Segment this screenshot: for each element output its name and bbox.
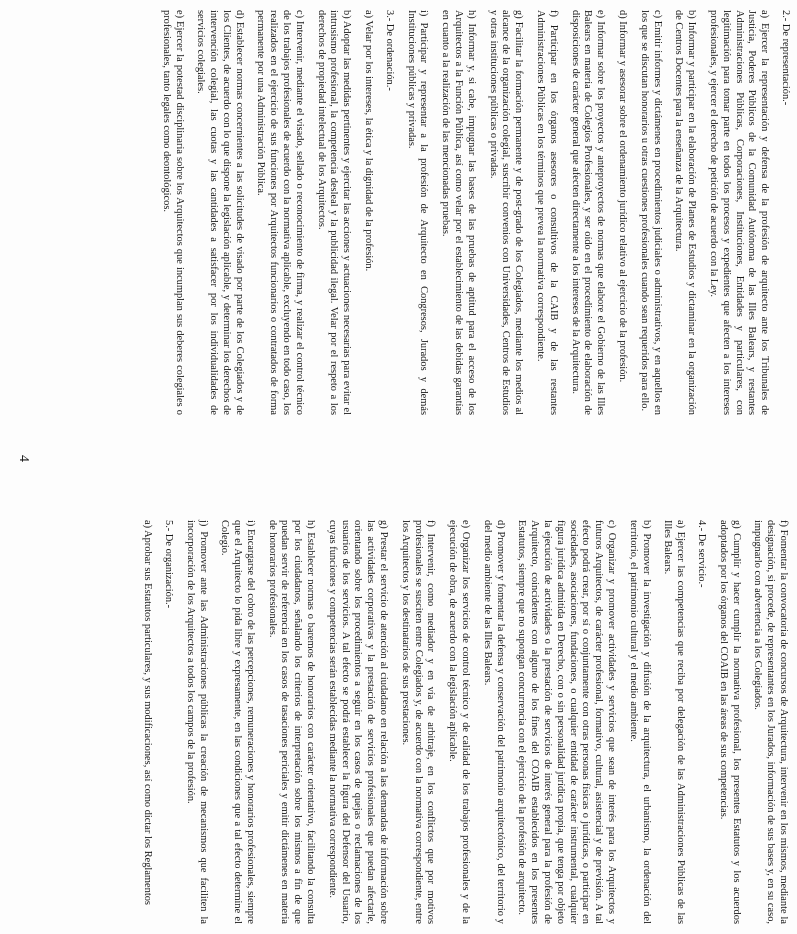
- left-column: [150, 10, 791, 415]
- section-2-item-a: a) Ejercer la representación y defensa de la profesión de arquitecto ante los Tribunales de Justicia, Poderes Públicos de la Comunidad Autónoma de las Illes Balears, y restantes Administraciones Públicas, Corporaciones, Instituciones, Entidades y particulares, con legitimación para tomar parte en todos los procesos y expedientes que afecten a los intereses profesionales, y ejercer el derecho de petición de acuerdo con la Ley.: [708, 10, 771, 415]
- section-3-item-e: e) Ejercer la potestad disciplinaria sobre los Arquitectos que incumplan sus deberes colegiales o profesionales, tanto legales como deontológicos.: [160, 10, 185, 415]
- section-2-item-i: i) Participar y representar a la profesión de Arquitecto en Congresos, Jurados y demás Instituciones públicas y privadas.: [405, 10, 430, 415]
- section-5-item-a: a) Aprobar sus Estatutos particulares, y sus modificaciones, así como dictar los Reglamentos: [142, 520, 154, 905]
- section-3-item-a: a) Velar por los intereses, la ética y la dignidad de la profesión.: [363, 10, 375, 272]
- section-4-item-i: i) Encargarse del cobro de las percepciones, remuneraciones y honorarios profesionales, siempre que el Arquitecto lo pida libre y expresamente, en las condiciones que a tal efecto determine el Colegio.: [219, 520, 256, 924]
- section-3-item-b: b) Adoptar las medidas pertinentes y ejercitar las acciones y actuaciones necesarias para evitar el intrusismo profesional, la competencia desleal y la publicidad ilegal. Velar por el respeto a los derechos de propiedad intelectual de los Arquitectos.: [315, 10, 353, 415]
- section-2-item-g: g) Facilitar la formación permanente y de post-grado de los Colegiados, mediante los medios al alcance de la organización colegial, suscribir convenios con Universidades, Centros de Estudios y otras instituciones públicas o privadas.: [487, 10, 525, 415]
- section-4-item-g: g) Prestar el servicio de atención al ciudadano en relación a las demandas de información sobre las actividades corporativas y la prestación de servicios profesionales que puedan afectarle, orientando sobre los procedimientos a seguir en los casos de quejas o reclamaciones de los usuarios de los servicios. A tal efecto se podrá establecer la figura del Defensor del Usuario, cuyas funciones y competencias serán establecidas mediante la normativa correspondiente.: [326, 520, 390, 924]
- section-4-item-b: b) Promover la investigación y difusión de la arquitectura, el urbanismo, la ordenación del territorio, el patrimonio cultural y el medio ambiente.: [627, 520, 652, 924]
- section-2-item-e: e) Informar sobre los proyectos y anteproyectos de normas que elabore el Gobierno de las Illes Balears en materia de Colegios Profesionales, y ser oído en el procedimiento de elaboración de disposiciones de carácter general que afecten directamente a los intereses de la Arquitectura.: [569, 10, 607, 415]
- section-3-item-g: g) Cumplir y hacer cumplir la normativa profesional, los presentes Estatutos y los acuerdos adoptados por los órganos del COAIB en las áreas de sus competencias.: [717, 520, 742, 924]
- section-4-item-a: a) Ejercer las competencias que reciba por delegación de las Administraciones Públicas de las Illes Balears.: [662, 520, 687, 924]
- right-column: [131, 520, 789, 924]
- section-2-item-d: d) Informar y asesorar sobre el ordenamiento jurídico relativo al ejercicio de la profesión.: [617, 10, 629, 383]
- section-3-item-d: d) Establecer normas concernientes a las solicitudes de visado por parte de los Colegiados y de los Clientes, de acuerdo con lo que dispone la legislación aplicable, y determinar los derechos de intervención colegial, las cuotas y las cantidades a satisfacer por los individualidades de servicios colegiales.: [195, 10, 245, 415]
- section-2-item-f: f) Participar en los órganos asesores o consultivos de la CAIB y de las restantes Administraciones Públicas en los términos que prevea la normativa correspondiente.: [535, 10, 559, 415]
- section-4-item-h: h) Establecer normas o baremos de honorarios con carácter orientativo, facilitando la consulta por los ciudadanos, señalando los criterios de interpretación sobre los mismos a fin de que puedan servir de referencia en los casos de tasaciones periciales y emitir dictámenes en materia de honorarios profesionales.: [266, 520, 317, 924]
- section-4-item-e: e) Organizar los servicios de control técnico y de calidad de los trabajos profesionales y de la ejecución de obra, de acuerdo con la legislación aplicable.: [447, 520, 472, 924]
- section-4-item-j: j) Promover ante las Administraciones públicas la creación de mecanismos que faciliten la incorporación de los Arquitectos a todos los campos de la profesión.: [184, 520, 209, 924]
- section-4-item-f: f) Intervenir, como mediador y en vía de arbitraje, en los conflictos que por motivos profesionales se susciten entre Colegiados y, de acuerdo con la normativa correspondiente, entre los Arquitectos y los destinatarios de sus prestaciones.: [399, 520, 437, 924]
- section-4-item-c: c) Organizar y promover actividades y servicios que sean de interés para los Arquitectos y futuros Arquitectos, de carácter profesional, formativo, cultural, asistencial y de previsión. A tal efecto podrá crear, por sí o conjuntamente con otras personas físicas o jurídicas, o participar en sociedades, asociaciones, fundaciones, o cualquier entidad de carácter instrumental, cualquier figura jurídica admitida en Derecho, con o sin personalidad jurídica propia, que tenga por objeto la ejecución de actividades o la prestación de servicios de interés general para la profesión de Arquitecto, coincidentes con alguno de los fines del COAIB establecidos en los presentes Estatutos, siempre que no supongan concurrencia con el ejercicio de la profesión de arquitecto.: [516, 520, 618, 924]
- section-2-item-h: h) Informar y, si cabe, impugnar las bases de las pruebas de aptitud para el acceso de los Arquitectos a la Función Pública, así como velar por el establecimiento de las debidas garantías en cuanto a la realización de las mencionadas pruebas.: [440, 10, 477, 415]
- section-3-item-f: f) Fomentar la convocatoria de concursos de Arquitectura, intervenir en los mismos, mediante la designación, si procede, de representantes en los Jurados, información de sus bases y, en su caso, impugnarlo con advertencia a los Colegiados.: [752, 520, 789, 924]
- section-2-item-b: b) Informar y participar en la elaboración de Planes de Estudios y dictaminar en la organización de Centros Docentes para la enseñanza de la Arquitectura.: [673, 10, 698, 415]
- section-3-item-c: c) Intervenir, mediante el visado, sellado o reconocimiento de firma, y realizar el control técnico de los trabajos profesionales de acuerdo con la normativa aplicable, excluyendo en todo caso, los realizados en el ejercicio de sus funciones por Arquitectos funcionarios o contratados de forma permanente por una Administración Pública.: [255, 10, 305, 415]
- section-4-item-d: d) Promover y fomentar la defensa y conservación del patrimonio arquitectónico, del territorio y del medio ambiente de las Illes Balears.: [481, 520, 506, 924]
- section-2-heading: 2.- De representación.-: [780, 10, 791, 106]
- section-5-heading: 5.- De organización.-: [162, 520, 174, 609]
- section-4-heading: 4.- De servicio.-: [696, 520, 708, 588]
- section-2-item-c: c) Emitir informes y dictámenes en procedimientos judiciales o administrativos, y en aquellos en los que se discutan honorarios u otras cuestiones profesionales cuando sean requeridos para ello.: [638, 10, 663, 415]
- section-3-heading: 3.- De ordenación.-: [383, 10, 395, 91]
- page-number: 4: [16, 455, 31, 462]
